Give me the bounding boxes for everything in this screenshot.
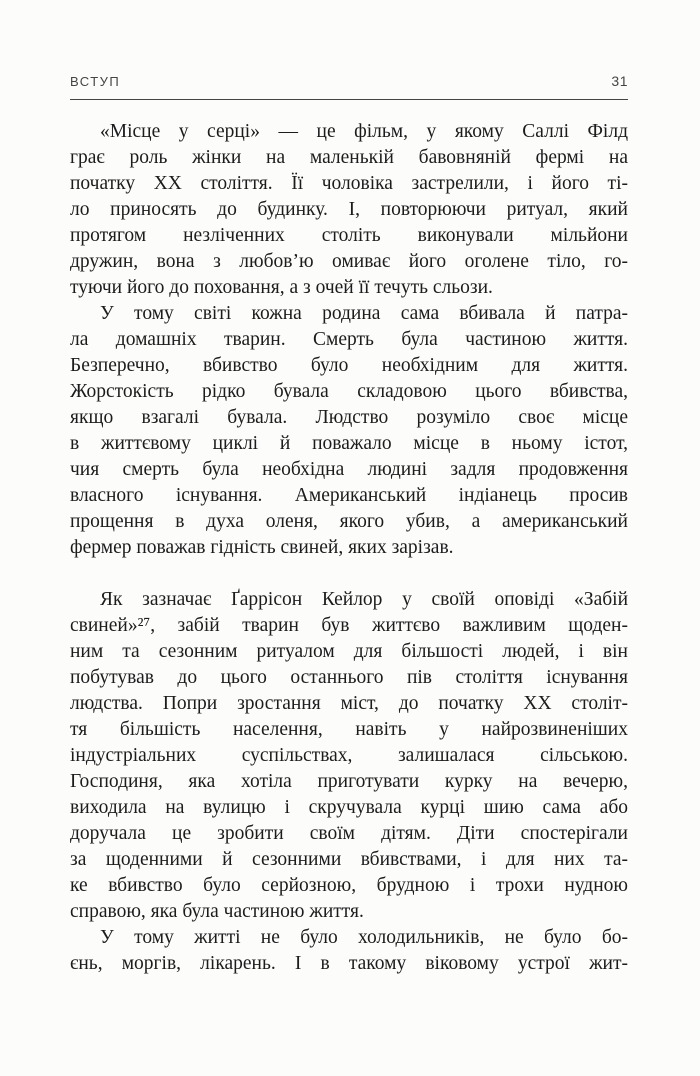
- text-line: власного існування. Американський індіанець просив: [70, 485, 628, 506]
- text-line: в життєвому циклі й поважало місце в ньому істот,: [70, 433, 628, 454]
- text-line: Як зазначає Ґаррісон Кейлор у своїй оповіді «Забій: [100, 589, 628, 610]
- text-line: ла домашніх тварин. Смерть була частиною життя.: [70, 329, 628, 350]
- text-line: доручала це зробити своїм дітям. Діти спостерігали: [70, 823, 628, 844]
- text-line: дружин, вона з любов’ю омиває його оголене тіло, го-: [70, 251, 628, 272]
- text-line: Господиня, яка хотіла приготувати курку на вечерю,: [70, 771, 628, 792]
- text-line: виходила на вулицю і скручувала курці шию сама або: [70, 797, 628, 818]
- paragraph: [70, 925, 628, 977]
- text-line: протягом незліченних століть виконували мільйони: [70, 225, 628, 246]
- text-line: ним та сезонним ритуалом для більшості людей, і він: [70, 641, 628, 662]
- text-line: У тому житті не було холодильників, не було бо-: [100, 927, 628, 948]
- text-line: початку XX століття. Її чоловіка застрелили, і його ті-: [70, 173, 628, 194]
- page-header: [70, 74, 628, 89]
- header-rule: [70, 99, 628, 100]
- text-line: Безперечно, вбивство було необхідним для життя.: [70, 355, 628, 376]
- text-line: «Місце у серці» — це фільм, у якому Саллі Філд: [100, 121, 628, 142]
- text-line: Жорстокість рідко бувала складовою цього вбивства,: [70, 381, 628, 402]
- running-head-section: ВСТУП: [70, 74, 121, 89]
- paragraph: [70, 301, 628, 561]
- text-line: чия смерть була необхідна людині задля продовження: [70, 459, 628, 480]
- text-line: У тому світі кожна родина сама вбивала й патра-: [100, 303, 628, 324]
- text-line: людства. Попри зростання міст, до початку XX століт-: [70, 693, 628, 714]
- text-line: за щоденними й сезонними вбивствами, і для них та-: [70, 849, 628, 870]
- text-line: фермер поважав гідність свиней, яких зарізав.: [70, 537, 454, 558]
- text-line: туючи його до поховання, а з очей її течуть сльози.: [70, 277, 493, 298]
- text-line: прощення в духа оленя, якого убив, а американський: [70, 511, 628, 532]
- text-line: побутував до цього останнього пів століття існування: [70, 667, 628, 688]
- text-line: ке вбивство було серйозною, брудною і трохи нудною: [70, 875, 628, 896]
- body-text: [70, 119, 628, 977]
- text-line: тя більшість населення, навіть у найрозвиненіших: [70, 719, 628, 740]
- page-number: 31: [611, 73, 628, 89]
- text-line: якщо взагалі бувала. Людство розуміло своє місце: [70, 407, 628, 428]
- text-line: індустріальних суспільствах, залишалася сільською.: [70, 745, 628, 766]
- text-line: свиней»²⁷, забій тварин був життєво важливим щоден-: [70, 615, 628, 636]
- paragraph: [70, 587, 628, 925]
- text-line: ло приносять до будинку. І, повторюючи ритуал, який: [70, 199, 628, 220]
- text-line: грає роль жінки на маленькій бавовняній фермі на: [70, 147, 628, 168]
- text-line: єнь, моргів, лікарень. І в такому віковому устрої жит-: [70, 953, 628, 974]
- paragraph: [70, 119, 628, 301]
- text-line: справою, яка була частиною життя.: [70, 901, 364, 922]
